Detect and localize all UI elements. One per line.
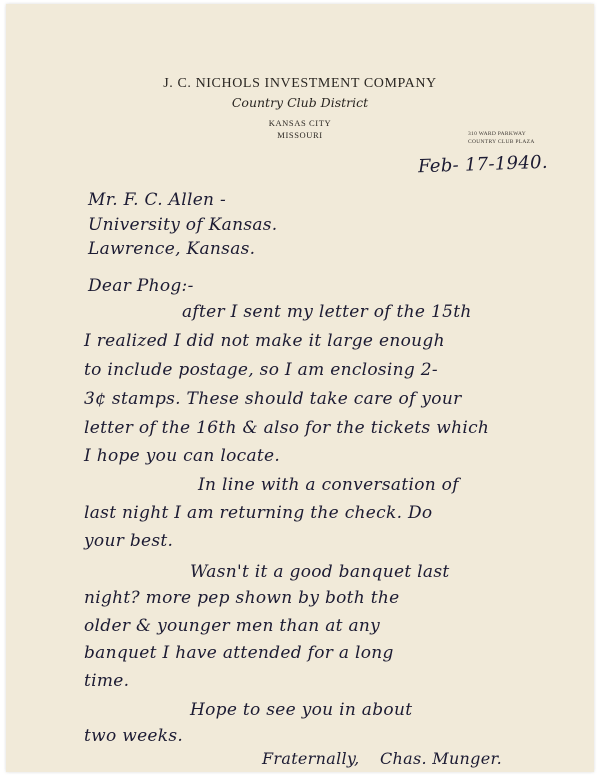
body-line: Hope to see you in about xyxy=(190,700,413,720)
signature: Chas. Munger. xyxy=(380,749,503,768)
body-line: I hope you can locate. xyxy=(84,446,281,466)
letter-page xyxy=(6,4,594,772)
salutation: Dear Phog:- xyxy=(88,276,194,296)
recipient-line: Lawrence, Kansas. xyxy=(88,239,256,259)
letterhead-company: J. C. NICHOLS INVESTMENT COMPANY xyxy=(163,76,437,91)
body-line: after I sent my letter of the 15th xyxy=(182,302,472,322)
closing: Fraternally, xyxy=(262,749,360,768)
body-line: older & younger men than at any xyxy=(84,616,381,636)
body-line: time. xyxy=(84,671,130,691)
recipient-line: University of Kansas. xyxy=(88,215,278,235)
letterhead-state: MISSOURI xyxy=(277,130,323,140)
body-line: to include postage, so I am enclosing 2- xyxy=(84,360,438,380)
body-line: Wasn't it a good banquet last xyxy=(190,562,450,582)
body-line: banquet I have attended for a long xyxy=(84,643,394,663)
body-line: 3¢ stamps. These should take care of your xyxy=(84,389,462,409)
body-line: two weeks. xyxy=(84,726,184,746)
letter-date: Feb- 17-1940. xyxy=(417,151,549,178)
letterhead-address-line-2: COUNTRY CLUB PLAZA xyxy=(468,139,535,145)
letterhead-city: KANSAS CITY xyxy=(268,118,332,128)
body-line: I realized I did not make it large enough xyxy=(84,331,445,351)
letterhead-address-line-1: 310 WARD PARKWAY xyxy=(468,131,527,137)
body-line: last night I am returning the check. Do xyxy=(84,503,433,523)
letterhead-district: Country Club District xyxy=(231,95,369,110)
body-line: In line with a conversation of xyxy=(198,475,459,495)
body-line: letter of the 16th & also for the tickets which xyxy=(84,418,490,438)
recipient-line: Mr. F. C. Allen - xyxy=(88,190,227,210)
body-line: night? more pep shown by both the xyxy=(84,588,400,608)
body-line: your best. xyxy=(84,531,174,551)
